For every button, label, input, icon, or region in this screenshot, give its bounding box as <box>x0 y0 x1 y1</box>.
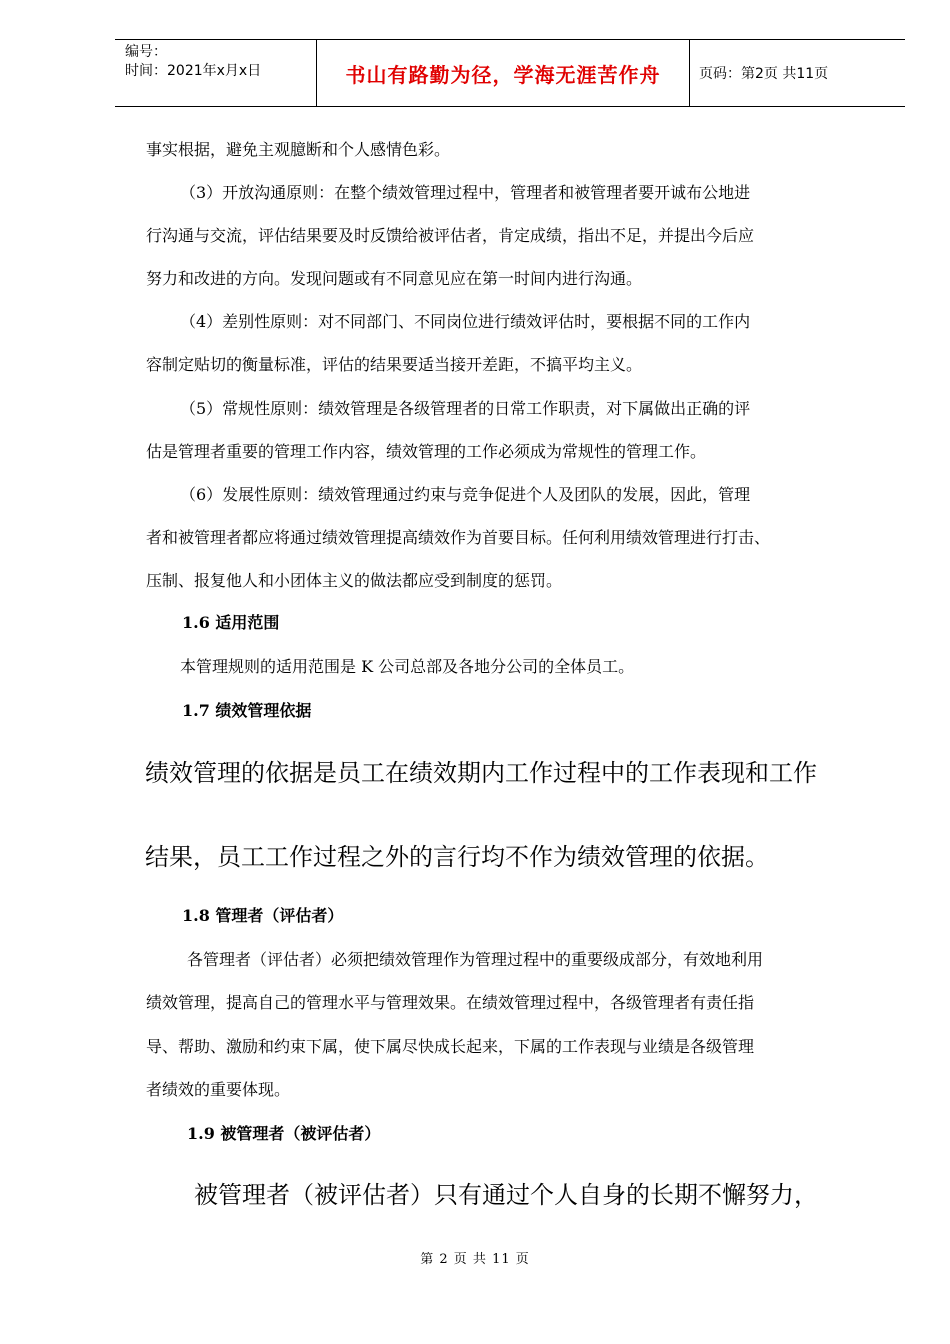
body-line: （3）开放沟通原则：在整个绩效管理过程中，管理者和被管理者要开诚布公地进 <box>180 183 751 202</box>
footer-total-pages: 11 <box>492 1252 511 1267</box>
body-line: 压制、报复他人和小团体主义的做法都应受到制度的惩罚。 <box>146 571 563 590</box>
section-heading: 1.7 绩效管理依据 <box>182 701 312 720</box>
body-line: 者和被管理者都应将通过绩效管理提高绩效作为首要目标。任何利用绩效管理进行打击、 <box>146 528 771 547</box>
footer-page-number: 2 <box>439 1252 449 1267</box>
body-line-large: 绩效管理的依据是员工在绩效期内工作过程中的工作表现和工作 <box>145 759 817 787</box>
body-line: 者绩效的重要体现。 <box>146 1080 291 1099</box>
page-footer <box>0 1248 950 1267</box>
time-label: 时间：2021年x月x日 <box>125 63 262 79</box>
section-heading: 1.9 被管理者（被评估者） <box>187 1124 381 1143</box>
header-meta <box>115 40 316 106</box>
body-line: 事实根据，避免主观臆断和个人感情色彩。 <box>146 140 451 159</box>
section-heading: 1.6 适用范围 <box>182 613 280 632</box>
body-line: 各管理者（评估者）必须把绩效管理作为管理过程中的重要级成部分，有效地利用 <box>187 950 764 969</box>
body-line: 估是管理者重要的管理工作内容，绩效管理的工作必须成为常规性的管理工作。 <box>146 442 707 461</box>
body-line: （6）发展性原则：绩效管理通过约束与竞争促进个人及团队的发展，因此，管理 <box>180 485 751 504</box>
body-line: 导、帮助、激励和约束下属，使下属尽快成长起来，下属的工作表现与业绩是各级管理 <box>146 1037 755 1056</box>
body-line: （5）常规性原则：绩效管理是各级管理者的日常工作职责，对下属做出正确的评 <box>180 399 751 418</box>
body-line: 行沟通与交流，评估结果要及时反馈给被评估者，肯定成绩，指出不足，并提出今后应 <box>146 226 755 245</box>
body-line: 本管理规则的适用范围是 K 公司总部及各地分公司的全体员工。 <box>180 657 635 676</box>
body-line: 容制定贴切的衡量标准，评估的结果要适当接开差距，不搞平均主义。 <box>146 355 643 374</box>
body-line: 努力和改进的方向。发现问题或有不同意见应在第一时间内进行沟通。 <box>146 269 643 288</box>
page-header <box>115 39 905 107</box>
footer-prefix: 第 <box>420 1252 435 1267</box>
header-motto: 书山有路勤为径，学海无涯苦作舟 <box>316 40 690 106</box>
body-line: （4）差别性原则：对不同部门、不同岗位进行绩效评估时，要根据不同的工作内 <box>180 312 751 331</box>
body-line: 绩效管理，提高自己的管理水平与管理效果。在绩效管理过程中，各级管理者有责任指 <box>146 993 755 1012</box>
section-heading: 1.8 管理者（评估者） <box>182 906 344 925</box>
body-line-large: 结果，员工工作过程之外的言行均不作为绩效管理的依据。 <box>145 843 769 871</box>
serial-label: 编号： <box>125 44 167 60</box>
footer-mid: 页 共 <box>453 1252 487 1267</box>
header-page-label: 页码：第2页 共11页 <box>699 66 829 82</box>
footer-suffix: 页 <box>515 1252 530 1267</box>
body-line-large: 被管理者（被评估者）只有通过个人自身的长期不懈努力， <box>194 1181 818 1209</box>
